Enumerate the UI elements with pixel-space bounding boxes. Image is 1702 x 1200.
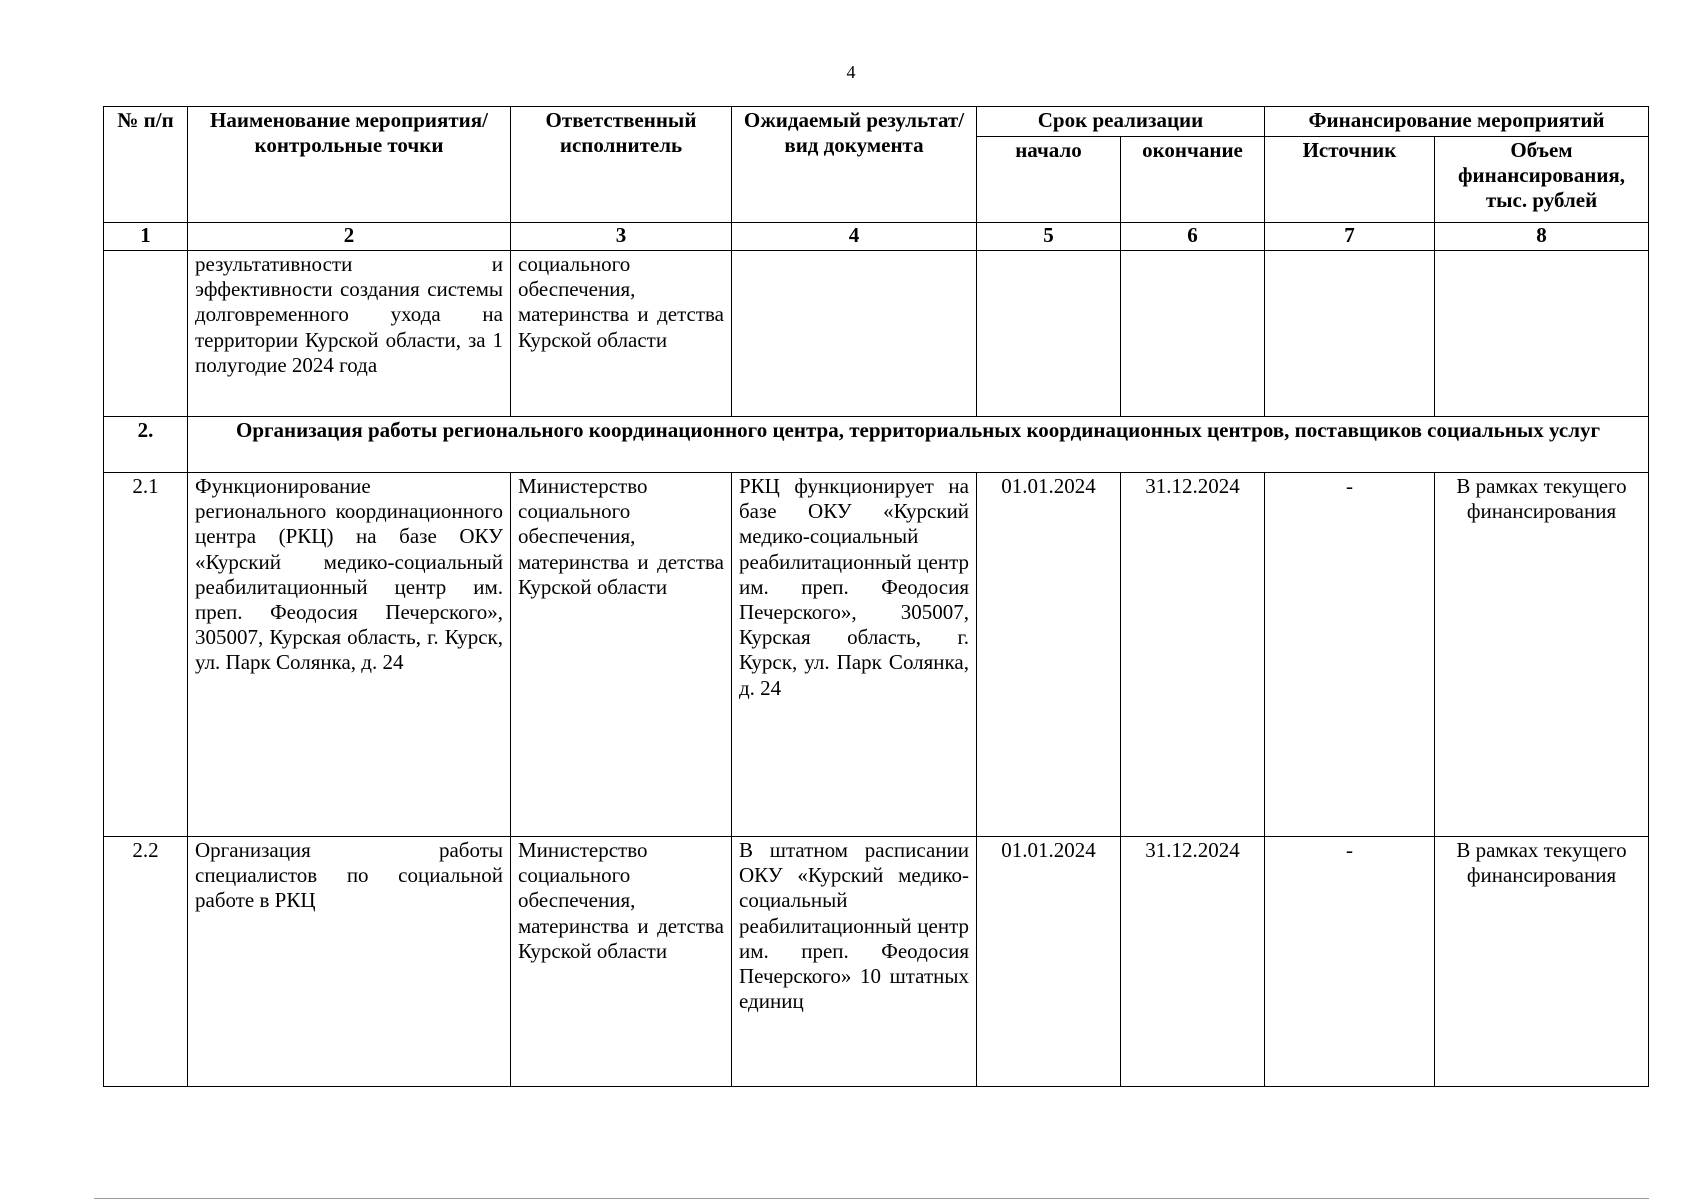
row-start: 01.01.2024 xyxy=(977,837,1121,1087)
row-end xyxy=(1121,251,1265,417)
column-number: 3 xyxy=(511,223,732,251)
header-volume: Объем финансирования, тыс. рублей xyxy=(1435,137,1649,223)
section-title: Организация работы регионального координационного центра, территориальных координационных центров, поставщиков социальных услуг xyxy=(188,417,1649,473)
row-result: РКЦ функционирует на базе ОКУ «Курский медико-социальный реабилитационный центр им. преп. Феодосия Печерского», 305007, Курская область, г. Курск, ул. Парк Солянка, д. 24 xyxy=(732,473,977,837)
row-source xyxy=(1265,251,1435,417)
row-end: 31.12.2024 xyxy=(1121,473,1265,837)
row-name: результативности и эффективности создания системы долговременного ухода на территории Курской области, за 1 полугодие 2024 года xyxy=(188,251,511,417)
section-num: 2. xyxy=(104,417,188,473)
row-volume xyxy=(1435,251,1649,417)
column-number: 1 xyxy=(104,223,188,251)
header-source: Источник xyxy=(1265,137,1435,223)
header-financing: Финансирование мероприятий xyxy=(1265,107,1649,137)
column-number: 5 xyxy=(977,223,1121,251)
header-end: окончание xyxy=(1121,137,1265,223)
header-name: Наименование мероприятия/контрольные точки xyxy=(188,107,511,223)
row-responsible: социального обеспечения, материнства и детства Курской области xyxy=(511,251,732,417)
column-number: 7 xyxy=(1265,223,1435,251)
header-num: № п/п xyxy=(104,107,188,223)
header-responsible: Ответственный исполнитель xyxy=(511,107,732,223)
row-name: Организация работы специалистов по социальной работе в РКЦ xyxy=(188,837,511,1087)
row-num: 2.1 xyxy=(104,473,188,837)
table-row xyxy=(104,473,1649,837)
header-result: Ожидаемый результат/вид документа xyxy=(732,107,977,223)
row-num xyxy=(104,251,188,417)
row-start: 01.01.2024 xyxy=(977,473,1121,837)
header-period: Срок реализации xyxy=(977,107,1265,137)
table-row xyxy=(104,837,1649,1087)
row-volume: В рамках текущего финансирования xyxy=(1435,837,1649,1087)
column-number: 2 xyxy=(188,223,511,251)
section-row xyxy=(104,417,1649,473)
row-num: 2.2 xyxy=(104,837,188,1087)
row-volume: В рамках текущего финансирования xyxy=(1435,473,1649,837)
row-responsible: Министерство социального обеспечения, материнства и детства Курской области xyxy=(511,837,732,1087)
column-number: 4 xyxy=(732,223,977,251)
row-source: - xyxy=(1265,473,1435,837)
header-start: начало xyxy=(977,137,1121,223)
table-row xyxy=(104,251,1649,417)
row-name: Функционирование регионального координационного центра (РКЦ) на базе ОКУ «Курский медико-социальный реабилитационный центр им. преп. Феодосия Печерского», 305007, Курская область, г. Курск, ул. Парк Солянка, д. 24 xyxy=(188,473,511,837)
row-responsible: Министерство социального обеспечения, материнства и детства Курской области xyxy=(511,473,732,837)
row-result: В штатном расписании ОКУ «Курский медико-социальный реабилитационный центр им. преп. Феодосия Печерского» 10 штатных единиц xyxy=(732,837,977,1087)
column-number: 6 xyxy=(1121,223,1265,251)
row-end: 31.12.2024 xyxy=(1121,837,1265,1087)
row-result xyxy=(732,251,977,417)
activities-table xyxy=(103,106,1649,1087)
page-bottom-rule xyxy=(94,1198,1649,1199)
row-start xyxy=(977,251,1121,417)
page-number: 4 xyxy=(846,62,856,82)
column-number: 8 xyxy=(1435,223,1649,251)
row-source: - xyxy=(1265,837,1435,1087)
